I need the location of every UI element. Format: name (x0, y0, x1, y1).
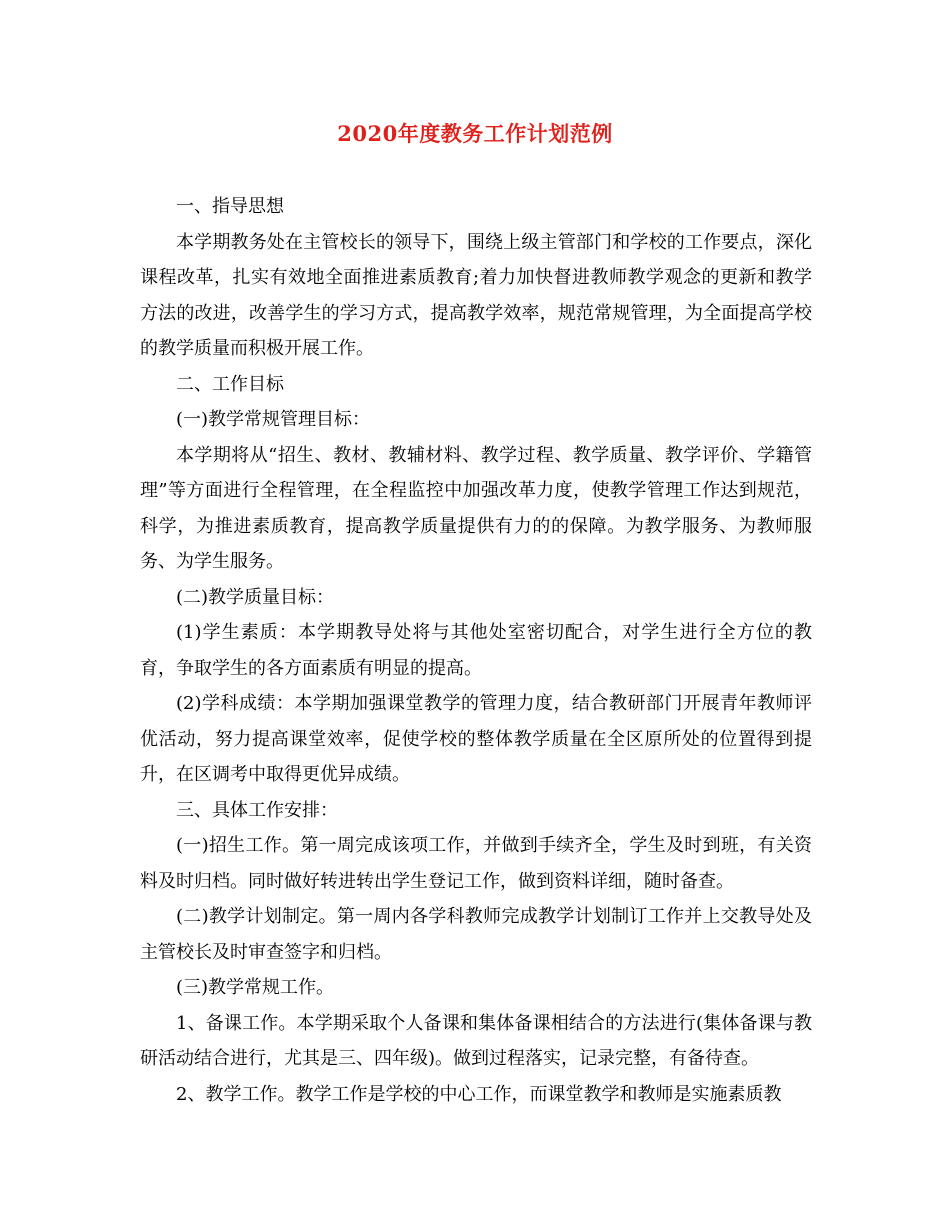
subheading: (三)教学常规工作。 (176, 977, 335, 998)
paragraph: (1)学生素质：本学期教导处将与其他处室密切配合，对学生进行全方位的教育，争取学生的各方面素质有明显的提高。 (140, 622, 812, 679)
paragraph: 1、备课工作。本学期采取个人备课和集体备课相结合的方法进行(集体备课与教研活动结合进行，尤其是三、四年级)。做到过程落实，记录完整，有备待查。 (140, 1012, 812, 1069)
subheading: (一)教学常规管理目标： (176, 409, 371, 430)
paragraph: 本学期教务处在主管校长的领导下，围绕上级主管部门和学校的工作要点，深化课程改革，扎实有效地全面推进素质教育;着力加快督进教师教学观念的更新和教学方法的改进，改善学生的学习方式，提高教学效率，规范常规管理，为全面提高学校的教学质量而积极开展工作。 (140, 231, 812, 359)
paragraph: (2)学科成绩：本学期加强课堂教学的管理力度，结合教研部门开展青年教师评优活动，努力提高课堂效率，促使学校的整体教学质量在全区原所处的位置得到提升，在区调考中取得更优异成绩。 (140, 693, 812, 785)
document-body (140, 189, 812, 1112)
subheading: (二)教学质量目标： (176, 586, 335, 608)
paragraph: 本学期将从“招生、教材、教辅材料、教学过程、教学质量、教学评价、学籍管理”等方面进行全程管理，在全程监控中加强改革力度，使教学管理工作达到规范，科学，为推进素质教育，提高教学质量提供有力的的保障。为教学服务、为教师服务、为学生服务。 (140, 444, 812, 572)
document-title: 2020年度教务工作计划范例 (337, 121, 613, 146)
heading-guiding-ideology: 一、指导思想 (176, 196, 284, 217)
heading-work-arrangements: 三、具体工作安排： (176, 799, 338, 821)
paragraph: (一)招生工作。第一周完成该项工作，并做到手续齐全，学生及时到班，有关资料及时归档。同时做好转进转出学生登记工作，做到资料详细，随时备查。 (140, 835, 812, 892)
paragraph: (二)教学计划制定。第一周内各学科教师完成教学计划制订工作并上交教导处及主管校长及时审查签字和归档。 (140, 906, 812, 963)
paragraph: 2、教学工作。教学工作是学校的中心工作，而课堂教学和教师是实施素质教 (176, 1083, 782, 1105)
heading-work-goals: 二、工作目标 (176, 373, 284, 395)
